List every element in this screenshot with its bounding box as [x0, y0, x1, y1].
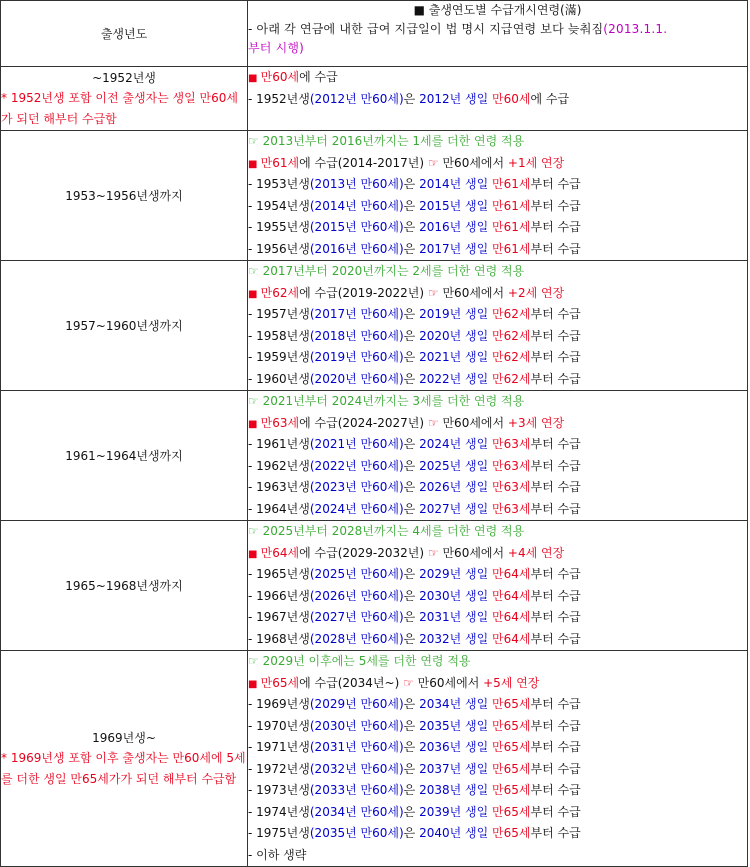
item-at60: (2023년 만60세) — [309, 480, 404, 494]
birth-year-item — [248, 823, 747, 845]
ext-value: +1세 연장 — [507, 155, 565, 170]
item-age: 만63세 — [492, 437, 531, 451]
birth-year-item — [248, 780, 747, 802]
item-year: - 1966년생 — [248, 588, 310, 603]
age-years: (2029-2032년) — [337, 545, 425, 560]
item-mid: 은 — [403, 783, 420, 797]
item-year: - 1961년생 — [248, 437, 310, 451]
item-at60: (2031년 만60세) — [309, 740, 404, 754]
pointing-hand-icon: ☞ — [399, 675, 418, 690]
birth-year-item — [248, 759, 747, 781]
header-age-cell — [248, 1, 748, 67]
ext-from: 만60세에서 — [417, 675, 484, 690]
age-detail-cell — [248, 67, 748, 131]
item-at60: (2013년 만60세) — [309, 177, 404, 191]
item-year: - 1968년생 — [248, 631, 310, 646]
ext-from: 만60세에서 — [442, 285, 508, 300]
item-age: 만64세 — [492, 631, 531, 646]
item-age: 만65세 — [492, 826, 531, 840]
table-row — [1, 261, 748, 391]
age-line — [248, 413, 747, 435]
birth-year-item — [248, 239, 747, 261]
item-mid: 은 — [403, 328, 420, 343]
birth-year-item — [248, 694, 747, 716]
item-post: 부터 수급 — [530, 826, 581, 840]
item-post: 부터 수급 — [530, 371, 581, 386]
birth-year-item — [248, 304, 747, 326]
item-at60: (2019년 만60세) — [309, 350, 404, 364]
item-mid: 은 — [403, 631, 420, 646]
birth-year-note: * 1952년생 포함 이전 출생자는 생일 만60세가 되던 해부터 수급함 — [1, 90, 238, 126]
item-at60: (2020년 만60세) — [309, 371, 404, 386]
header-note-date2: 부터 시행) — [248, 41, 305, 55]
item-start-year: 2015년 생일 — [419, 198, 489, 213]
item-start-year: 2014년 생일 — [419, 177, 489, 191]
item-post: 부터 수급 — [530, 437, 581, 451]
item-at60: (2012년 만60세) — [309, 91, 404, 106]
birth-year-cell — [1, 521, 248, 651]
age-years: (2019-2022년) — [337, 285, 425, 300]
item-year: - 1952년생 — [248, 91, 310, 106]
item-start-year: 2034년 생일 — [419, 697, 489, 711]
pointing-hand-icon: ☞ — [424, 285, 443, 300]
item-year: - 1970년생 — [248, 718, 310, 733]
item-age: 만64세 — [492, 610, 531, 624]
age-suffix: 에 수급 — [299, 70, 338, 84]
ext-value: +3세 연장 — [507, 415, 565, 430]
rule-line: ☞ 2017년부터 2020년까지는 2세를 더한 연령 적용 — [248, 264, 525, 278]
table-row — [1, 521, 748, 651]
birth-year-item — [248, 89, 747, 111]
age-line — [248, 543, 747, 565]
birth-year-item — [248, 477, 747, 499]
rule-line: ☞ 2025년부터 2028년까지는 4세를 더한 연령 적용 — [248, 524, 525, 538]
birth-year-cell — [1, 391, 248, 521]
item-start-year: 2017년 생일 — [419, 241, 489, 256]
item-post: 부터 수급 — [530, 241, 581, 256]
ext-from: 만60세에서 — [442, 155, 508, 170]
item-year: - 1958년생 — [248, 328, 310, 343]
birth-year-item — [248, 434, 747, 456]
item-start-year: 2037년 생일 — [419, 761, 489, 776]
item-at60: (2024년 만60세) — [309, 501, 404, 516]
item-start-year: 2040년 생일 — [419, 826, 489, 840]
age-suffix: 에 수급 — [299, 155, 338, 170]
age-detail-cell — [248, 131, 748, 261]
item-age: 만65세 — [492, 783, 531, 797]
age-detail-cell — [248, 391, 748, 521]
age-line — [248, 673, 747, 695]
item-post: 부터 수급 — [530, 783, 581, 797]
age-years: (2014-2017년) — [337, 155, 425, 170]
item-age: 만62세 — [492, 371, 531, 386]
age-value: 만65세 — [260, 675, 300, 690]
item-mid: 은 — [403, 740, 420, 754]
birth-year-item — [248, 174, 747, 196]
omitted-note: - 이하 생략 — [248, 847, 307, 862]
item-year: - 1956년생 — [248, 241, 310, 256]
item-post: 부터 수급 — [530, 458, 581, 473]
birth-year-cell — [1, 67, 248, 131]
item-year: - 1965년생 — [248, 567, 310, 581]
item-year: - 1971년생 — [248, 740, 310, 754]
ext-value: +2세 연장 — [507, 285, 565, 300]
item-post: 부터 수급 — [530, 718, 581, 733]
item-year: - 1973년생 — [248, 783, 310, 797]
item-at60: (2033년 만60세) — [309, 783, 404, 797]
item-age: 만62세 — [492, 307, 531, 321]
square-bullet-icon: ■ — [248, 548, 261, 560]
item-age: 만65세 — [492, 718, 531, 733]
item-age: 만63세 — [492, 458, 531, 473]
age-value: 만63세 — [260, 415, 300, 430]
table-row — [1, 651, 748, 867]
ext-value: +5세 연장 — [483, 675, 540, 690]
header-title — [248, 1, 747, 20]
item-age: 만60세 — [492, 91, 531, 106]
age-detail-cell — [248, 521, 748, 651]
birth-year-item — [248, 629, 747, 651]
age-suffix: 에 수급 — [299, 285, 338, 300]
item-at60: (2018년 만60세) — [309, 328, 404, 343]
item-year: - 1954년생 — [248, 198, 310, 213]
birth-year-item — [248, 716, 747, 738]
item-mid: 은 — [403, 804, 420, 819]
item-mid: 은 — [403, 826, 420, 840]
item-at60: (2034년 만60세) — [309, 804, 404, 819]
item-start-year: 2019년 생일 — [419, 307, 489, 321]
item-year: - 1953년생 — [248, 177, 310, 191]
birth-year-label: 1953~1956년생까지 — [65, 188, 183, 203]
item-mid: 은 — [403, 91, 420, 106]
item-age: 만61세 — [492, 198, 531, 213]
item-start-year: 2022년 생일 — [419, 371, 489, 386]
item-year: - 1959년생 — [248, 350, 310, 364]
item-at60: (2022년 만60세) — [309, 458, 404, 473]
item-post: 부터 수급 — [530, 740, 581, 754]
item-at60: (2026년 만60세) — [309, 588, 404, 603]
birth-year-item — [248, 499, 747, 521]
item-mid: 은 — [403, 588, 420, 603]
item-post: 부터 수급 — [530, 588, 581, 603]
item-start-year: 2016년 생일 — [419, 220, 489, 234]
item-start-year: 2035년 생일 — [419, 718, 489, 733]
birth-year-item — [248, 737, 747, 759]
item-start-year: 2012년 생일 — [419, 91, 489, 106]
header-note-date: (2013.1.1. — [603, 22, 668, 36]
rule-line: ☞ 2021년부터 2024년까지는 3세를 더한 연령 적용 — [248, 394, 525, 408]
item-post: 에 수급 — [530, 91, 570, 106]
item-mid: 은 — [403, 307, 420, 321]
age-detail-cell — [248, 651, 748, 867]
age-line — [248, 67, 747, 89]
birth-year-label: 1965~1968년생까지 — [65, 578, 183, 593]
item-at60: (2025년 만60세) — [309, 567, 404, 581]
header-birth-year: 출생년도 — [1, 1, 248, 67]
square-bullet-icon: ■ — [248, 288, 261, 300]
age-value: 만60세 — [260, 70, 300, 84]
age-suffix: 에 수급 — [299, 545, 338, 560]
birth-year-label: 1961~1964년생까지 — [65, 448, 183, 463]
square-bullet-icon: ■ — [248, 418, 261, 430]
item-year: - 1964년생 — [248, 501, 310, 516]
age-value: 만61세 — [260, 155, 300, 170]
header-title-text: 출생연도별 수급개시연령(滿) — [428, 3, 582, 17]
age-years: (2024-2027년) — [337, 415, 425, 430]
item-age: 만65세 — [492, 740, 531, 754]
item-age: 만65세 — [492, 697, 531, 711]
item-at60: (2027년 만60세) — [309, 610, 404, 624]
age-value: 만62세 — [260, 285, 300, 300]
item-year: - 1967년생 — [248, 610, 310, 624]
age-years: (2034년~) — [337, 675, 400, 690]
item-post: 부터 수급 — [530, 307, 581, 321]
item-mid: 은 — [403, 198, 420, 213]
birth-year-note: * 1969년생 포함 이후 출생자는 만60세에 5세를 더한 생일 만65세가가 되던 해부터 수급함 — [1, 750, 246, 786]
item-year: - 1975년생 — [248, 826, 310, 840]
birth-year-item — [248, 196, 747, 218]
age-suffix: 에 수급 — [299, 415, 338, 430]
item-year: - 1960년생 — [248, 371, 310, 386]
birth-year-item — [248, 326, 747, 348]
birth-year-cell — [1, 651, 248, 867]
item-at60: (2014년 만60세) — [309, 198, 404, 213]
item-post: 부터 수급 — [530, 501, 581, 516]
birth-year-item — [248, 586, 747, 608]
item-post: 부터 수급 — [530, 567, 581, 581]
item-post: 부터 수급 — [530, 480, 581, 494]
item-age: 만62세 — [492, 328, 531, 343]
square-bullet-icon: ■ — [248, 678, 261, 690]
item-post: 부터 수급 — [530, 610, 581, 624]
item-age: 만61세 — [492, 177, 531, 191]
item-at60: (2028년 만60세) — [309, 631, 404, 646]
birth-year-item — [248, 347, 747, 369]
item-year: - 1962년생 — [248, 458, 310, 473]
item-year: - 1969년생 — [248, 697, 310, 711]
item-mid: 은 — [403, 458, 420, 473]
item-at60: (2029년 만60세) — [309, 697, 404, 711]
item-post: 부터 수급 — [530, 697, 581, 711]
item-at60: (2017년 만60세) — [309, 307, 404, 321]
item-mid: 은 — [403, 241, 420, 256]
ext-from: 만60세에서 — [442, 415, 508, 430]
rule-line: ☞ 2029년 이후에는 5세를 더한 연령 적용 — [248, 654, 471, 668]
item-post: 부터 수급 — [530, 198, 581, 213]
item-post: 부터 수급 — [530, 761, 581, 776]
birth-year-item — [248, 607, 747, 629]
item-start-year: 2039년 생일 — [419, 804, 489, 819]
item-mid: 은 — [403, 350, 420, 364]
item-post: 부터 수급 — [530, 328, 581, 343]
item-age: 만61세 — [492, 220, 531, 234]
age-line — [248, 153, 747, 175]
item-year: - 1963년생 — [248, 480, 310, 494]
rule-line: ☞ 2013년부터 2016년까지는 1세를 더한 연령 적용 — [248, 134, 525, 148]
item-mid: 은 — [403, 177, 420, 191]
birth-year-item — [248, 217, 747, 239]
item-at60: (2030년 만60세) — [309, 718, 404, 733]
square-bullet-icon: ■ — [248, 73, 261, 84]
item-post: 부터 수급 — [530, 177, 581, 191]
item-age: 만63세 — [492, 480, 531, 494]
item-start-year: 2036년 생일 — [419, 740, 489, 754]
birth-year-item — [248, 564, 747, 586]
item-age: 만62세 — [492, 350, 531, 364]
item-post: 부터 수급 — [530, 804, 581, 819]
age-line — [248, 283, 747, 305]
birth-year-cell — [1, 261, 248, 391]
item-mid: 은 — [403, 610, 420, 624]
table-row — [1, 391, 748, 521]
header-row — [1, 1, 748, 67]
item-start-year: 2031년 생일 — [419, 610, 489, 624]
pointing-hand-icon: ☞ — [424, 415, 443, 430]
item-at60: (2021년 만60세) — [309, 437, 404, 451]
item-start-year: 2026년 생일 — [419, 480, 489, 494]
item-year: - 1957년생 — [248, 307, 310, 321]
item-mid: 은 — [403, 718, 420, 733]
header-note — [248, 20, 747, 58]
birth-year-item — [248, 456, 747, 478]
age-value: 만64세 — [260, 545, 300, 560]
item-mid: 은 — [403, 697, 420, 711]
square-bullet-icon: ■ — [413, 3, 425, 17]
item-mid: 은 — [403, 567, 420, 581]
item-age: 만61세 — [492, 241, 531, 256]
header-note-text: - 아래 각 연금에 내한 급여 지급일이 법 명시 지급연령 보다 늦춰짐 — [248, 22, 604, 36]
item-start-year: 2030년 생일 — [419, 588, 489, 603]
item-age: 만64세 — [492, 567, 531, 581]
item-start-year: 2029년 생일 — [419, 567, 489, 581]
item-mid: 은 — [403, 480, 420, 494]
pointing-hand-icon: ☞ — [424, 155, 443, 170]
item-mid: 은 — [403, 761, 420, 776]
square-bullet-icon: ■ — [248, 158, 261, 170]
item-post: 부터 수급 — [530, 631, 581, 646]
table-row — [1, 131, 748, 261]
birth-year-item — [248, 802, 747, 824]
item-start-year: 2021년 생일 — [419, 350, 489, 364]
item-mid: 은 — [403, 501, 420, 516]
item-start-year: 2027년 생일 — [419, 501, 489, 516]
item-at60: (2035년 만60세) — [309, 826, 404, 840]
item-at60: (2016년 만60세) — [309, 241, 404, 256]
item-start-year: 2020년 생일 — [419, 328, 489, 343]
item-post: 부터 수급 — [530, 220, 581, 234]
pointing-hand-icon: ☞ — [424, 545, 443, 560]
table-row — [1, 67, 748, 131]
birth-year-label: 1957~1960년생까지 — [65, 318, 183, 333]
item-at60: (2015년 만60세) — [309, 220, 404, 234]
item-age: 만65세 — [492, 804, 531, 819]
age-suffix: 에 수급 — [299, 675, 338, 690]
item-at60: (2032년 만60세) — [309, 761, 404, 776]
item-mid: 은 — [403, 437, 420, 451]
item-age: 만63세 — [492, 501, 531, 516]
item-post: 부터 수급 — [530, 350, 581, 364]
item-start-year: 2032년 생일 — [419, 631, 489, 646]
birth-year-label: ~1952년생 — [92, 70, 156, 85]
item-start-year: 2024년 생일 — [419, 437, 489, 451]
item-start-year: 2038년 생일 — [419, 783, 489, 797]
item-age: 만65세 — [492, 761, 531, 776]
item-mid: 은 — [403, 371, 420, 386]
item-mid: 은 — [403, 220, 420, 234]
birth-year-cell — [1, 131, 248, 261]
ext-from: 만60세에서 — [442, 545, 508, 560]
age-detail-cell — [248, 261, 748, 391]
item-year: - 1972년생 — [248, 761, 310, 776]
table-body — [1, 67, 748, 867]
birth-year-label: 1969년생~ — [92, 730, 156, 745]
item-year: - 1955년생 — [248, 220, 310, 234]
item-age: 만64세 — [492, 588, 531, 603]
item-year: - 1974년생 — [248, 804, 310, 819]
ext-value: +4세 연장 — [507, 545, 565, 560]
item-start-year: 2025년 생일 — [419, 458, 489, 473]
birth-year-item — [248, 369, 747, 391]
